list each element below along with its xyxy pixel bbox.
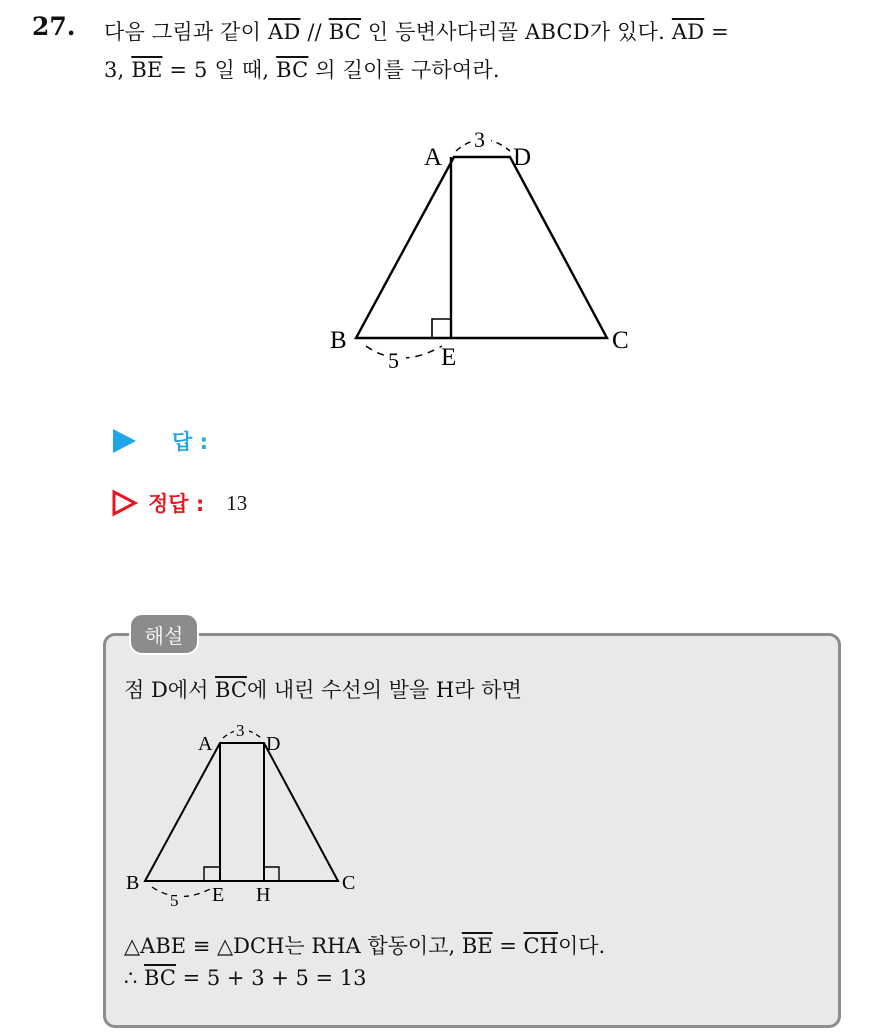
segment-be: $\overline{BE}$ [461,934,493,958]
length-label-be: 5 [388,348,399,373]
solution-text-line1: 점 D에서 $\overline{BC}$에 내린 수선의 발을 H라 하면 [124,678,522,702]
correct-answer-row [112,488,247,518]
length-label-ad: 3 [474,127,485,152]
solution-text-line3: ∴ $\overline{BC} = 5 + 3 + 5 = 13$ [124,966,367,990]
vertex-label-a: A [424,144,443,171]
answer-row [112,426,208,456]
outline-arrow-icon [112,489,138,517]
trapezoid-abcd [145,743,338,881]
segment-bc: $\overline{BC}$ [144,966,176,990]
vertex-label-d: D [513,144,532,171]
vertex-label-b: B [330,327,347,354]
right-angle-mark [432,319,451,338]
vertex-label-c: C [612,327,629,354]
trapezoid-abcd [356,157,607,338]
right-angle-mark-h [264,867,279,881]
segment-bc: $\overline{BC}$ [215,678,247,702]
segment-ad: $\overline{AD}$ [671,20,705,44]
correct-answer-value: 13 [226,490,248,515]
question-text-line1: 다음 그림과 같이 $\overline{AD} // \overline{BC}$ 인 등변사다리꼴 ABCD가 있다. $\overline{AD}$ = [104,20,729,44]
answer-label: 답 : [172,430,208,454]
vertex-label-b: B [126,872,140,894]
vertex-label-e: E [212,884,225,906]
question-number: 27. [32,12,76,41]
vertex-label-h: H [256,884,271,906]
vertex-label-d: D [266,733,281,755]
question-text-line2: 3, $\overline{BE} = 5$ 일 때, $\overline{BC}$ 의 길이를 구하여라. [104,58,500,82]
trapezoid-figure [320,118,650,383]
solution-trapezoid-figure [118,720,378,912]
vertex-label-e: E [441,344,457,371]
right-angle-mark-e [204,867,220,881]
segment-bc: $\overline{BC}$ [328,20,362,44]
vertex-label-c: C [342,872,356,894]
segment-ad: $\overline{AD}$ [268,20,301,44]
segment-ch: $\overline{CH}$ [523,934,558,958]
vertex-label-a: A [198,733,213,755]
segment-bc: $\overline{BC}$ [276,58,309,82]
segment-be: $\overline{BE}$ [131,58,163,82]
length-label-ad: 3 [236,721,245,740]
length-label-be: 5 [170,891,179,910]
solution-tag: 해설 [129,613,199,655]
play-arrow-icon [112,427,138,455]
correct-answer-label: 정답 : [148,492,205,516]
solution-text-line2: △ABE ≡ △DCH는 RHA 합동이고, $\overline{BE} = \overline{CH}$이다. [124,934,606,958]
